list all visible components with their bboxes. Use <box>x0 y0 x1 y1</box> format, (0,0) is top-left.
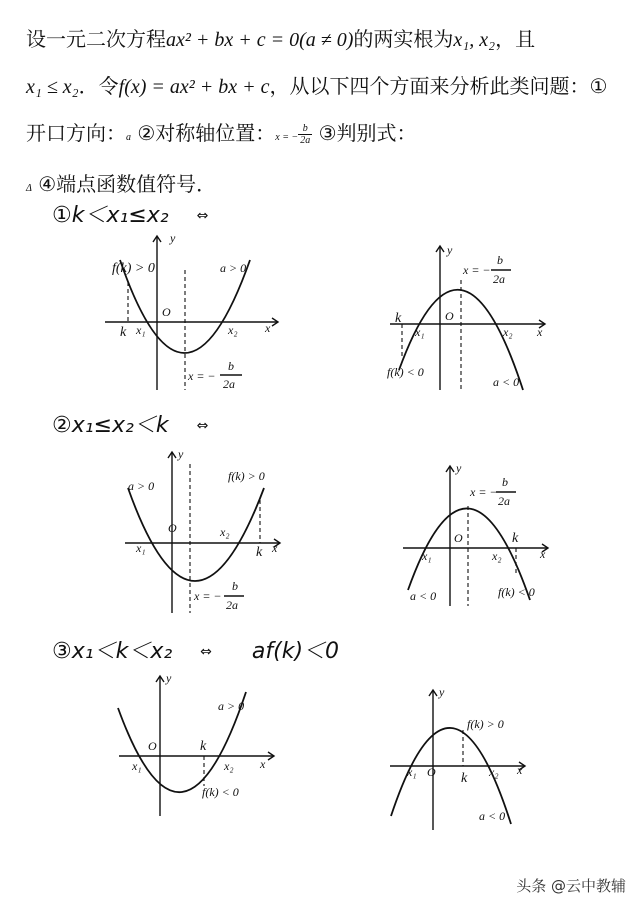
case-1-expression: k＜x₁≤x₂ <box>71 203 169 228</box>
k-label: k <box>256 545 263 560</box>
fk-label: f(k) < 0 <box>498 585 535 599</box>
graph-case3-upward <box>114 672 284 822</box>
case-3-condition: af(k)＜0 <box>251 639 340 664</box>
origin-label: O <box>427 765 436 779</box>
axis-formula: x = − <box>463 263 491 277</box>
y-label: y <box>166 671 172 685</box>
axis-formula: x = − <box>188 369 216 383</box>
intro-text-2: 的两实根为 <box>353 27 454 51</box>
root-condition: x₁ ≤ x₂ <box>26 76 79 98</box>
fk-label: f(k) > 0 <box>228 469 265 483</box>
a-label: a < 0 <box>493 375 520 389</box>
k-label: k <box>512 531 519 546</box>
axis-num: b <box>502 475 508 489</box>
k-label: k <box>461 771 468 786</box>
axis-formula: x = − <box>194 589 222 603</box>
axis-num: b <box>228 359 234 373</box>
intro-text-8: ④端点函数值符号． <box>38 172 217 196</box>
graph-case1-upward <box>100 230 290 400</box>
discriminant-symbol: Δ <box>26 183 32 194</box>
intro-paragraph <box>26 16 622 212</box>
a-label: a < 0 <box>479 809 506 823</box>
axis-num: b <box>497 253 503 267</box>
fk-label: f(k) > 0 <box>112 261 155 276</box>
y-label: y <box>456 461 462 475</box>
y-label: y <box>178 447 184 461</box>
origin-label: O <box>148 739 157 753</box>
axis-den: 2a <box>223 377 235 391</box>
fk-label: f(k) > 0 <box>467 717 504 731</box>
axis-formula: x = − <box>470 485 498 499</box>
graph-case2-upward <box>120 448 300 618</box>
watermark: 头条 @云中教辅 <box>516 877 626 895</box>
origin-label: O <box>454 531 463 545</box>
k-label: k <box>395 311 402 326</box>
origin-label: O <box>168 521 177 535</box>
intro-text-3: ，且 <box>495 27 536 51</box>
origin-label: O <box>162 305 171 319</box>
axis-den: 2a <box>226 598 238 612</box>
intro-text-1: 设一元二次方程 <box>26 27 166 51</box>
case-3-equiv: ⇔ <box>200 644 212 660</box>
k-label: k <box>200 739 207 754</box>
axis-formula-fraction <box>298 123 312 146</box>
x-label: x <box>517 763 523 777</box>
y-label: y <box>170 231 176 245</box>
k-label: k <box>120 325 127 340</box>
x-label: x <box>540 547 546 561</box>
intro-text-4: ．令 <box>78 74 119 98</box>
parabola <box>128 488 264 581</box>
x-label: x <box>265 321 271 335</box>
x-label: x <box>537 325 543 339</box>
intro-text-6: ②对称轴位置： <box>137 121 276 145</box>
x2-label: x₂ <box>220 525 230 539</box>
x-label: x <box>272 541 278 555</box>
fraction-denominator: 2a <box>300 135 311 146</box>
case-3-number: ③ <box>52 639 72 664</box>
case-2-heading <box>52 408 208 439</box>
x1-label: x₁ <box>407 765 417 779</box>
intro-text-7: ③判别式： <box>318 121 417 145</box>
x2-label: x₂ <box>503 325 513 339</box>
x2-label: x₂ <box>492 549 502 563</box>
case-1-equiv: ⇔ <box>196 208 209 224</box>
x1-label: x₁ <box>136 541 146 555</box>
quadratic-equation: ax² + bx + c = 0(a ≠ 0) <box>166 29 354 51</box>
case-2-equiv: ⇔ <box>196 418 209 434</box>
x1-label: x₁ <box>132 759 142 773</box>
y-label: y <box>447 243 453 257</box>
x-label: x <box>260 757 266 771</box>
case-2-expression: x₁≤x₂＜k <box>71 413 169 438</box>
case-3-heading <box>52 634 339 665</box>
a-label: a > 0 <box>218 699 245 713</box>
y-label: y <box>439 685 445 699</box>
case-1-number: ① <box>52 203 72 228</box>
a-label: a > 0 <box>128 479 155 493</box>
graph-case3-downward <box>385 686 565 836</box>
x1-label: x₁ <box>415 325 425 339</box>
case-3-expression: x₁＜k＜x₂ <box>71 639 173 664</box>
case-2-number: ② <box>52 413 72 438</box>
axis-formula-lhs: x = − <box>275 132 299 143</box>
fraction-numerator: b <box>298 123 312 135</box>
graph-case2-downward <box>398 462 578 612</box>
x1-label: x₁ <box>136 323 146 337</box>
intro-text-5: ，从以下四个方面来分析此类问题：①开口方向： <box>26 74 608 145</box>
graph-case1-downward <box>385 240 575 400</box>
function-def: f(x) = ax² + bx + c <box>118 76 270 98</box>
fk-label: f(k) < 0 <box>202 785 239 799</box>
x2-label: x₂ <box>228 323 238 337</box>
axis-num: b <box>232 579 238 593</box>
opening-symbol: a <box>126 132 131 143</box>
axis-den: 2a <box>493 272 505 286</box>
case-1-heading <box>52 198 208 229</box>
x2-label: x₂ <box>224 759 234 773</box>
x1-label: x₁ <box>422 549 432 563</box>
x2-label: x₂ <box>489 765 499 779</box>
a-label: a < 0 <box>410 589 437 603</box>
axis-den: 2a <box>498 494 510 508</box>
origin-label: O <box>445 309 454 323</box>
roots: x₁, x₂ <box>453 29 496 51</box>
fk-label: f(k) < 0 <box>387 365 424 379</box>
a-label: a > 0 <box>220 261 247 275</box>
